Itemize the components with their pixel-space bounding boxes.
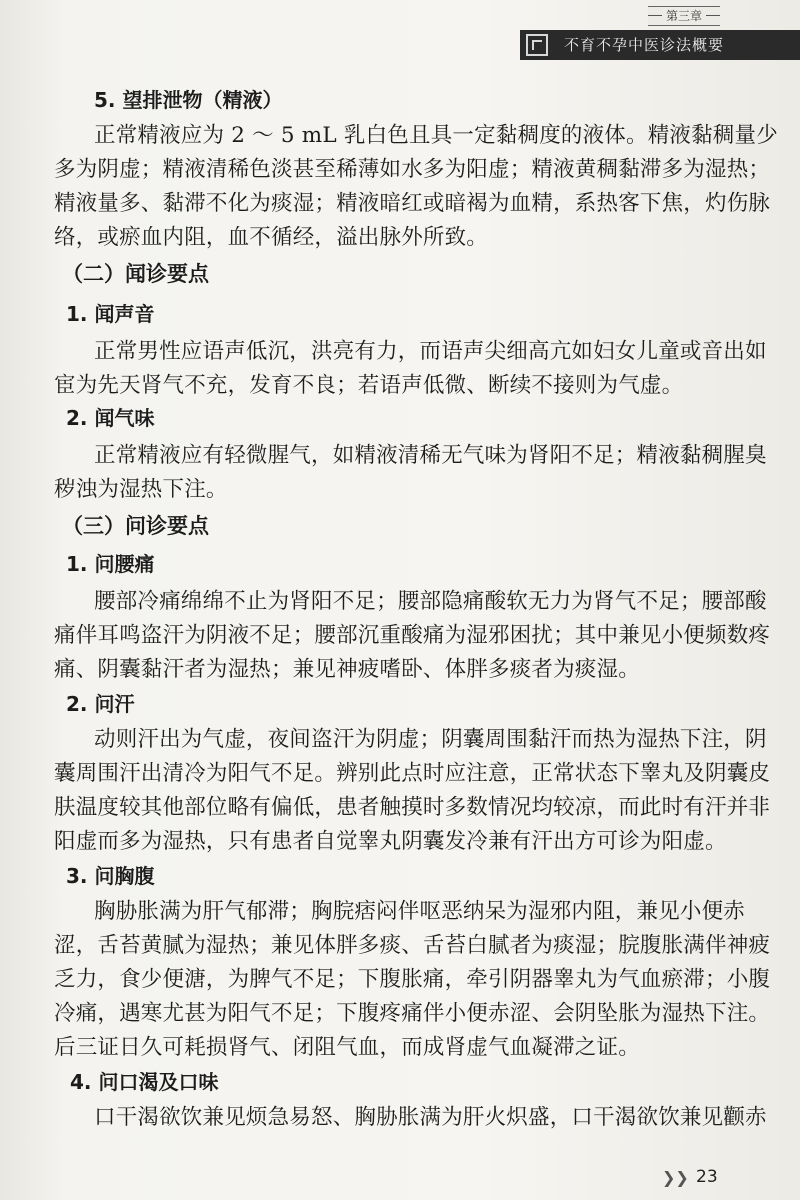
- paragraph-line: 痛、阴囊黏汗者为湿热；兼见神疲嗜卧、体胖多痰者为痰湿。: [54, 657, 640, 682]
- chapter-label: 第三章: [648, 6, 720, 26]
- paragraph-line: 宦为先天肾气不充，发育不良；若语声低微、断续不接则为气虚。: [54, 373, 684, 398]
- paragraph-line: 秽浊为湿热下注。: [54, 477, 228, 502]
- paragraph-line: 络，或瘀血内阻，血不循经，溢出脉外所致。: [54, 225, 489, 250]
- section-heading: 5. 望排泄物（精液）: [94, 88, 283, 112]
- section-heading: 4. 问口渴及口味: [70, 1070, 219, 1094]
- section-heading: 2. 问汗: [66, 692, 135, 716]
- page-number: 23: [696, 1167, 718, 1187]
- paragraph-line: 肤温度较其他部位略有偏低，患者触摸时多数情况均较凉，而此时有汗并非: [54, 795, 771, 820]
- paragraph-line: 正常精液应有轻微腥气，如精液清稀无气味为肾阳不足；精液黏稠腥臭: [94, 443, 767, 468]
- paragraph-line: 痛伴耳鸣盗汗为阴液不足；腰部沉重酸痛为湿邪困扰；其中兼见小便频数疼: [54, 623, 771, 648]
- section-heading: 1. 闻声音: [66, 302, 155, 326]
- paragraph-line: 涩，舌苔黄腻为湿热；兼见体胖多痰、舌苔白腻者为痰湿；脘腹胀满伴神疲: [54, 933, 771, 958]
- section-heading: 1. 问腰痛: [66, 552, 155, 576]
- footer-ornament: ❯❯: [662, 1168, 689, 1187]
- paragraph-line: 乏力，食少便溏，为脾气不足；下腹胀痛，牵引阴器睾丸为气血瘀滞；小腹: [54, 967, 771, 992]
- paragraph-line: 胸胁胀满为肝气郁滞；胸脘痞闷伴呕恶纳呆为湿邪内阻，兼见小便赤: [94, 899, 746, 924]
- paragraph-line: 冷痛，遇寒尤甚为阳气不足；下腹疼痛伴小便赤涩、会阴坠胀为湿热下注。: [54, 1001, 771, 1026]
- paragraph-line: 口干渴欲饮兼见烦急易怒、胸胁胀满为肝火炽盛，口干渴欲饮兼见颧赤: [94, 1105, 767, 1130]
- part-heading: （三）问诊要点: [62, 514, 209, 538]
- paragraph-line: 后三证日久可耗损肾气、闭阻气血，而成肾虚气血凝滞之证。: [54, 1035, 640, 1060]
- section-heading: 3. 问胸腹: [66, 864, 155, 888]
- paragraph-line: 正常精液应为 2 ～ 5 mL 乳白色且具一定黏稠度的液体。精液黏稠量少: [94, 123, 778, 148]
- paragraph-line: 囊周围汗出清冷为阳气不足。辨别此点时应注意，正常状态下睾丸及阴囊皮: [54, 761, 771, 786]
- paragraph-line: 阳虚而多为湿热，只有患者自觉睾丸阴囊发冷兼有汗出方可诊为阳虚。: [54, 829, 727, 854]
- header-bar: [520, 30, 800, 60]
- book-title: 不育不孕中医诊法概要: [564, 36, 725, 54]
- paragraph-line: 精液量多、黏滞不化为痰湿；精液暗红或暗褐为血精，系热客下焦，灼伤脉: [54, 191, 771, 216]
- fret-pattern-icon: [526, 34, 548, 56]
- section-heading: 2. 闻气味: [66, 406, 155, 430]
- paragraph-line: 动则汗出为气虚，夜间盗汗为阴虚；阴囊周围黏汗而热为湿热下注，阴: [94, 727, 767, 752]
- part-heading: （二）闻诊要点: [62, 262, 209, 286]
- running-header: [520, 0, 800, 64]
- paragraph-line: 正常男性应语声低沉，洪亮有力，而语声尖细高亢如妇女儿童或音出如: [94, 339, 767, 364]
- paragraph-line: 多为阴虚；精液清稀色淡甚至稀薄如水多为阳虚；精液黄稠黏滞多为湿热；: [54, 157, 771, 182]
- paragraph-line: 腰部冷痛绵绵不止为肾阳不足；腰部隐痛酸软无力为肾气不足；腰部酸: [94, 589, 767, 614]
